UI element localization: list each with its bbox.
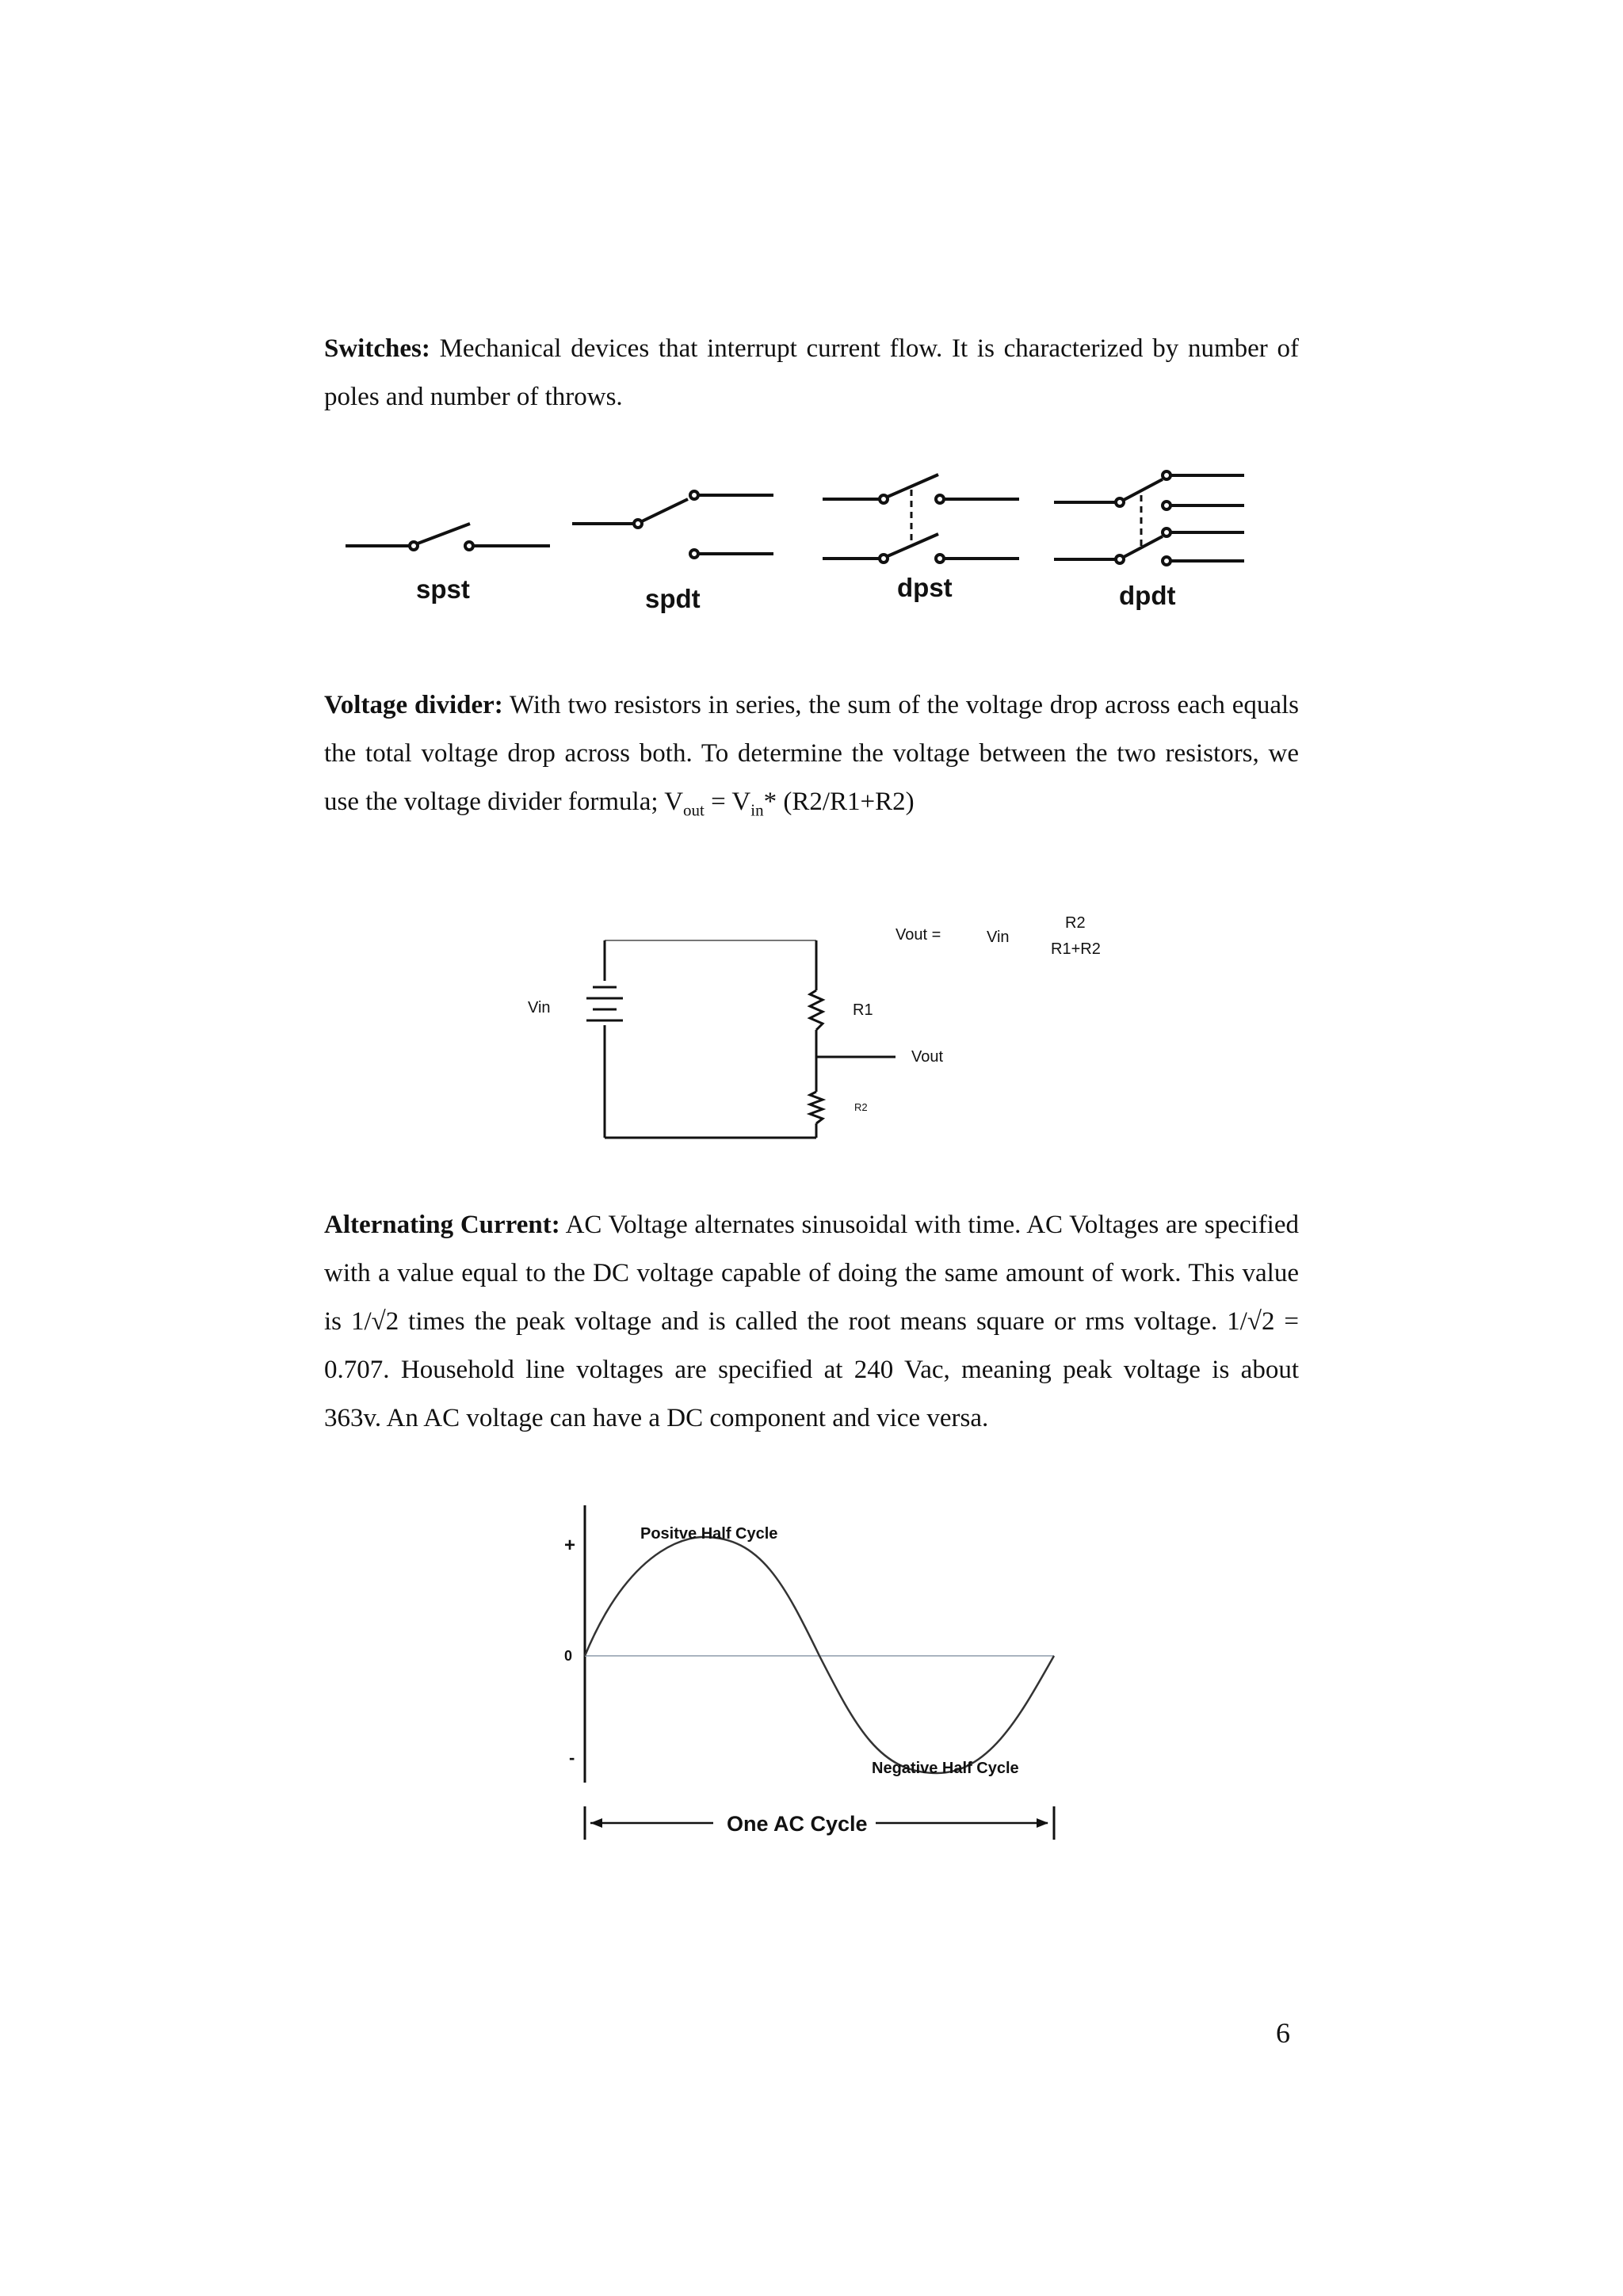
plus-label: + xyxy=(564,1535,576,1556)
vin-label: Vin xyxy=(528,999,551,1016)
formula-numerator: R2 xyxy=(1065,914,1086,932)
switches-heading: Switches: xyxy=(324,334,430,363)
r2-label: R2 xyxy=(854,1101,868,1113)
formula-vout: Vout = xyxy=(896,926,941,944)
minus-label: - xyxy=(569,1748,575,1768)
voltage-divider-heading: Voltage divider: xyxy=(324,691,503,719)
alternating-current-body: AC Voltage alternates sinusoidal with time. AC Voltages are specified with a value equal to the DC voltage capable of doing the same amount of work. This value is 1/√2 times the peak voltage and is called the root means square or rms voltage. 1/√2 = 0.707. Household line voltages are specified at 240 Vac, meaning peak voltage is about 363v. An AC voltage can have a DC component and vice versa. xyxy=(324,1211,1299,1432)
positive-half-cycle-label: Positve Half Cycle xyxy=(640,1525,778,1543)
dpst-label: dpst xyxy=(897,573,953,602)
negative-half-cycle-label: Negative Half Cycle xyxy=(872,1760,1019,1777)
vout-label: Vout xyxy=(911,1048,944,1066)
voltage-divider-body: With two resistors in series, the sum of the voltage drop across each equals the total voltage drop across both. To determine the voltage between the two resistors, we use the voltage divider formula; V xyxy=(324,691,1299,816)
dpdt-label: dpdt xyxy=(1119,581,1176,610)
spst-label: spst xyxy=(416,574,470,604)
vin-subscript: in xyxy=(750,800,764,820)
r1-label: R1 xyxy=(853,1001,873,1019)
spdt-label: spdt xyxy=(645,584,701,613)
equals-vin: = V xyxy=(704,788,751,816)
page-number: 6 xyxy=(1276,2017,1290,2049)
formula-denominator: R1+R2 xyxy=(1051,940,1101,958)
one-ac-cycle-label: One AC Cycle xyxy=(727,1812,868,1836)
switches-body: Mechanical devices that interrupt current flow. It is characterized by number of poles and number of throws. xyxy=(324,334,1299,411)
zero-label: 0 xyxy=(564,1648,573,1664)
alternating-current-heading: Alternating Current: xyxy=(324,1211,560,1239)
formula-tail: * (R2/R1+R2) xyxy=(763,788,915,816)
vout-subscript: out xyxy=(683,800,705,820)
formula-vin: Vin xyxy=(987,929,1010,946)
